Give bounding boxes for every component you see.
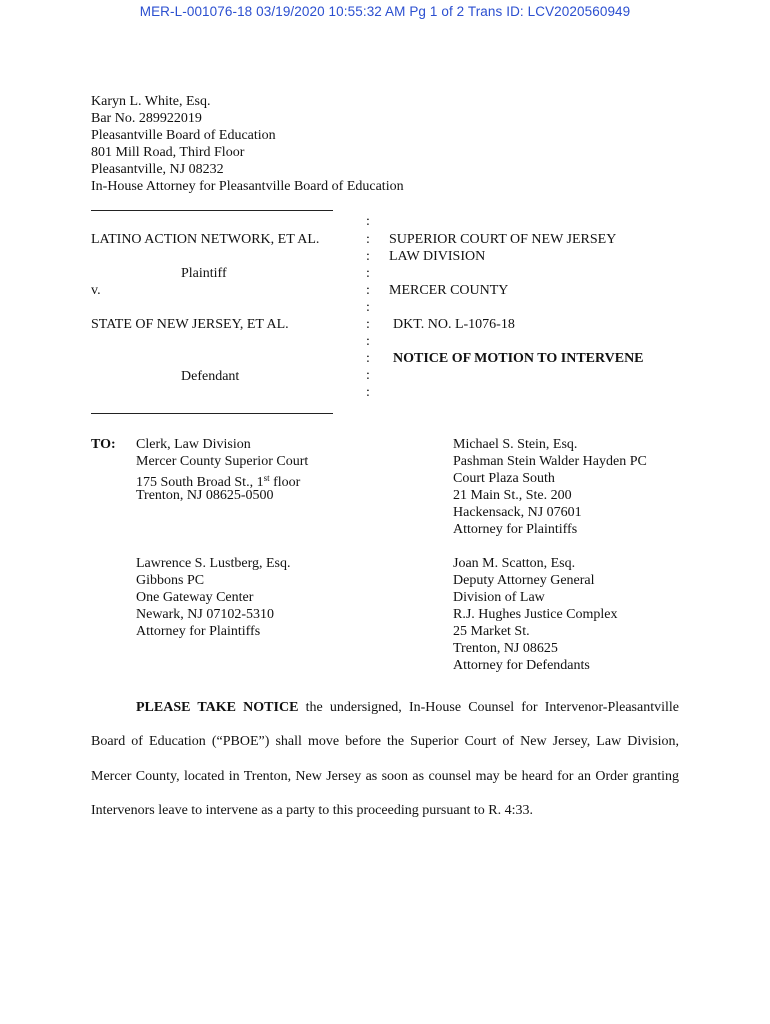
recipient-line — [136, 470, 308, 490]
court-name: SUPERIOR COURT OF NEW JERSEY — [389, 232, 617, 247]
attorney-role: In-House Attorney for Pleasantville Board of Education — [91, 179, 404, 194]
court-county: MERCER COUNTY — [389, 283, 509, 298]
attorney-bar-number: Bar No. 289922019 — [91, 111, 202, 126]
recipient-line: Attorney for Plaintiffs — [453, 522, 578, 537]
docket-number: DKT. NO. L-1076-18 — [393, 317, 515, 332]
caption-colon: : — [366, 317, 370, 332]
caption-colon: : — [366, 214, 370, 229]
recipient-line-part: 175 South Broad St., 1 — [136, 475, 264, 490]
recipient-line: Hackensack, NJ 07601 — [453, 505, 582, 520]
caption-bottom-rule — [91, 413, 333, 414]
recipient-line: Deputy Attorney General — [453, 573, 595, 588]
attorney-organization: Pleasantville Board of Education — [91, 128, 276, 143]
attorney-block — [91, 93, 404, 195]
to-label: TO: — [91, 437, 116, 452]
attorney-street: 801 Mill Road, Third Floor — [91, 145, 245, 160]
recipient-line: Lawrence S. Lustberg, Esq. — [136, 556, 291, 571]
ordinal-suffix: st — [263, 473, 270, 483]
filing-stamp: MER-L-001076-18 03/19/2020 10:55:32 AM Pg 1 of 2 Trans ID: LCV2020560949 — [139, 4, 631, 19]
caption-colon: : — [366, 334, 370, 349]
recipient-line: Pashman Stein Walder Hayden PC — [453, 454, 647, 469]
caption-colon: : — [366, 385, 370, 400]
defendant-label: Defendant — [181, 369, 240, 384]
recipient-line: 25 Market St. — [453, 624, 530, 639]
recipient-clerk — [136, 436, 308, 504]
caption-colon: : — [366, 300, 370, 315]
recipient-scatton — [453, 555, 618, 674]
caption-colon: : — [366, 368, 370, 383]
recipient-line: Joan M. Scatton, Esq. — [453, 556, 576, 571]
recipient-line: Court Plaza South — [453, 471, 555, 486]
recipient-line: Trenton, NJ 08625-0500 — [136, 488, 274, 503]
attorney-city: Pleasantville, NJ 08232 — [91, 162, 224, 177]
notice-text: the undersigned, In-House Counsel for Intervenor-Pleasantville Board of Education (“PBOE”) shall move before the Superior Court of New Jersey, Law Division, Mercer County, located in Trenton, New Jersey as soon as counsel may be heard for an Order granting Intervenors leave to intervene as a party to this proceeding pursuant to R. 4:33. — [91, 700, 679, 818]
recipient-line: Attorney for Defendants — [453, 658, 590, 673]
recipient-line: Division of Law — [453, 590, 545, 605]
caption-colon: : — [366, 266, 370, 281]
caption-colon: : — [366, 232, 370, 247]
caption-colon: : — [366, 249, 370, 264]
recipient-line: Attorney for Plaintiffs — [136, 624, 261, 639]
notice-lead: PLEASE TAKE NOTICE — [136, 700, 299, 715]
caption-colon: : — [366, 283, 370, 298]
recipient-lustberg — [136, 555, 290, 640]
attorney-name: Karyn L. White, Esq. — [91, 94, 211, 109]
versus-label: v. — [91, 283, 101, 298]
recipient-line: Michael S. Stein, Esq. — [453, 437, 578, 452]
plaintiff-label: Plaintiff — [181, 266, 227, 281]
court-division: LAW DIVISION — [389, 249, 486, 264]
recipient-line: Trenton, NJ 08625 — [453, 641, 558, 656]
recipient-line: Gibbons PC — [136, 573, 205, 588]
document-title: NOTICE OF MOTION TO INTERVENE — [393, 351, 644, 366]
recipient-line: Clerk, Law Division — [136, 437, 251, 452]
notice-paragraph — [91, 691, 679, 828]
caption-top-rule — [91, 210, 333, 211]
defendant-name: STATE OF NEW JERSEY, ET AL. — [91, 317, 289, 332]
recipient-line-part: floor — [269, 475, 301, 490]
recipient-line: Newark, NJ 07102-5310 — [136, 607, 275, 622]
recipient-stein — [453, 436, 647, 538]
recipient-line: 21 Main St., Ste. 200 — [453, 488, 572, 503]
plaintiff-name: LATINO ACTION NETWORK, ET AL. — [91, 232, 320, 247]
recipient-line: One Gateway Center — [136, 590, 254, 605]
caption-colon: : — [366, 351, 370, 366]
recipient-line: Mercer County Superior Court — [136, 454, 309, 469]
recipient-line: R.J. Hughes Justice Complex — [453, 607, 618, 622]
